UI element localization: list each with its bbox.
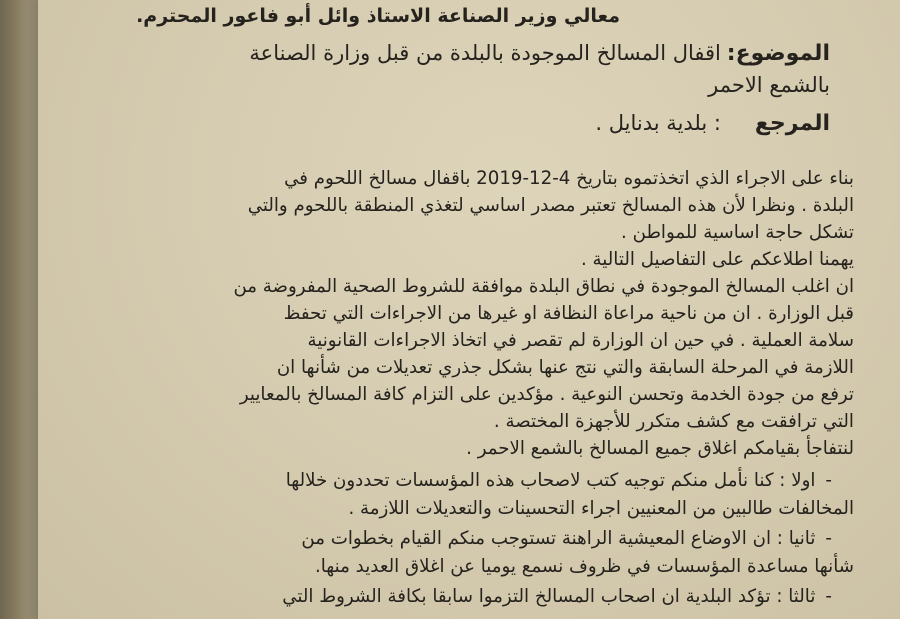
list-item bbox=[282, 584, 832, 610]
subject-label: الموضوع: bbox=[726, 41, 830, 66]
bullet-dash: - bbox=[825, 586, 832, 607]
body-line: يهمنا اطلاعكم على التفاصيل التالية . bbox=[580, 249, 854, 270]
body-line: اللازمة في المرحلة السابقة والتي نتج عنها بشكل جذري تعديلات من شأنها ان bbox=[276, 357, 854, 378]
subject-text: اقفال المسالخ الموجودة بالبلدة من قبل وزارة الصناعة bbox=[249, 41, 721, 65]
reference-label: المرجع bbox=[754, 111, 830, 136]
body-line: ترفع من جودة الخدمة وتحسن النوعية . مؤكدين على التزام كافة المسالخ بالمعايير bbox=[239, 384, 854, 405]
bullet-text: اولا : كنا نأمل منكم توجيه كتب لاصحاب هذه المؤسسات تحددون خلالها bbox=[285, 470, 816, 491]
body-line: التي ترافقت مع كشف متكرر للأجهزة المختصة . bbox=[493, 411, 854, 432]
body-line: لنتفاجأ بقيامكم اغلاق جميع المسالخ بالشمع الاحمر . bbox=[466, 438, 854, 459]
bullet-text: ثالثا : تؤكد البلدية ان اصحاب المسالخ التزموا سابقا بكافة الشروط التي bbox=[282, 586, 816, 607]
body-line: ان اغلب المسالخ الموجودة في نطاق البلدة موافقة للشروط الصحية المفروضة من bbox=[233, 276, 854, 297]
reference-line bbox=[595, 110, 830, 138]
subject-line-2: بالشمع الاحمر bbox=[708, 73, 830, 97]
letter bbox=[90, 0, 860, 619]
body-line: بناء على الاجراء الذي اتخذتموه بتاريخ 4-12-2019 باقفال مسالخ اللحوم في bbox=[284, 168, 854, 189]
bullet-dash: - bbox=[825, 528, 832, 549]
body-line: البلدة . ونظرا لأن هذه المسالخ تعتبر مصدر اساسي لتغذي المنطقة باللحوم والتي bbox=[247, 195, 854, 216]
reference-value: : بلدية بدنايل . bbox=[595, 111, 721, 135]
list-item bbox=[301, 526, 832, 552]
body-line: سلامة العملية . في حين ان الوزارة لم تقصر في اتخاذ الاجراءات القانونية bbox=[307, 330, 854, 351]
subject-line-1 bbox=[249, 40, 830, 68]
body-line: تشكل حاجة اساسية للمواطن . bbox=[621, 222, 854, 243]
list-item-continuation: المخالفات طالبين من المعنيين اجراء التحسينات والتعديلات اللازمة . bbox=[348, 498, 854, 519]
bullet-text: ثانيا : ان الاوضاع المعيشية الراهنة تستوجب منكم القيام بخطوات من bbox=[301, 528, 816, 549]
list-item bbox=[286, 468, 832, 494]
list-item-continuation: شأنها مساعدة المؤسسات في ظروف نسمع يوميا عن اغلاق العديد منها. bbox=[314, 556, 854, 577]
body-line: قبل الوزارة . ان من ناحية مراعاة النظافة او غيرها من الاجراءات التي تحفظ bbox=[283, 303, 854, 324]
bullet-dash: - bbox=[825, 470, 832, 491]
addressee-line: معالي وزير الصناعة الاستاذ وائل أبو فاعور المحترم. bbox=[136, 5, 620, 27]
